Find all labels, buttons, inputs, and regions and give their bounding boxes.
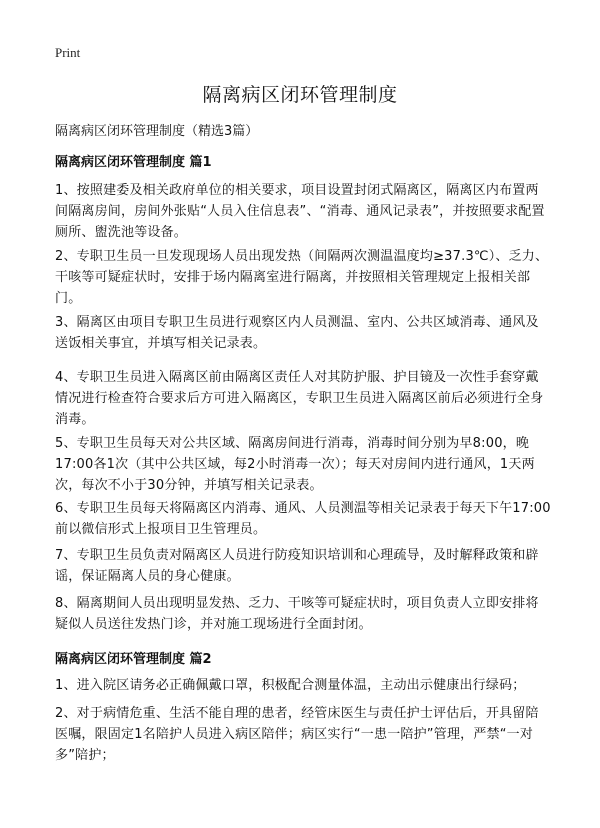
paragraph: 3、隔离区由项目专职卫生员进行观察区内人员测温、室内、公共区域消毒、通风及送饭相关事宜，并填写相关记录表。 — [55, 315, 539, 351]
paragraph: 1、按照建委及相关政府单位的相关要求，项目设置封闭式隔离区，隔离区内布置两间隔离房间，房间外张贴“人员入住信息表”、“消毒、通风记录表”，并按照要求配置厕所、盥洗池等设备。 — [55, 183, 545, 240]
paragraph: 1、进入院区请务必正确佩戴口罩，积极配合测量体温，主动出示健康出行绿码； — [55, 678, 526, 693]
section-heading-2: 隔离病区闭环管理制度 篇2 — [55, 652, 212, 667]
paragraph: 6、专职卫生员每天将隔离区内消毒、通风、人员测温等相关记录表于每天下午17:00前以微信形式上报项目卫生管理员。 — [55, 501, 551, 537]
paragraph: 5、专职卫生员每天对公共区域、隔离房间进行消毒，消毒时间分别为早8:00，晚17:00各1次（其中公共区域，每2小时消毒一次）；每天对房间内进行通风，1天两次，每次不小于30分钟，并填写相关记录表。 — [55, 436, 535, 493]
paragraph: 7、专职卫生员负责对隔离区人员进行防疫知识培训和心理疏导，及时解释政策和辟谣，保证隔离人员的身心健康。 — [55, 548, 539, 584]
paragraph: 2、专职卫生员一旦发现现场人员出现发热（间隔两次测温温度均≥37.3℃）、乏力、干咳等可疑症状时，安排于场内隔离室进行隔离，并按照相关管理规定上报相关部门。 — [55, 249, 549, 306]
print-link[interactable]: Print — [55, 45, 81, 60]
document-subtitle: 隔离病区闭环管理制度（精选3篇） — [55, 124, 259, 139]
section-heading-1: 隔离病区闭环管理制度 篇1 — [55, 155, 212, 170]
page-title: 隔离病区闭环管理制度 — [202, 84, 398, 106]
paragraph: 4、专职卫生员进入隔离区前由隔离区责任人对其防护服、护目镜及一次性手套穿戴情况进行检查符合要求后方可进入隔离区，专职卫生员进入隔离区前后必须进行全身消毒。 — [55, 370, 544, 427]
paragraph: 8、隔离期间人员出现明显发热、乏力、干咳等可疑症状时，项目负责人立即安排将疑似人员送往发热门诊，并对施工现场进行全面封闭。 — [55, 596, 539, 632]
paragraph: 2、对于病情危重、生活不能自理的患者，经管床医生与责任护士评估后，开具留陪医嘱，限固定1名陪护人员进入病区陪伴；病区实行“一患一陪护”管理，严禁“一对多”陪护； — [55, 706, 539, 763]
